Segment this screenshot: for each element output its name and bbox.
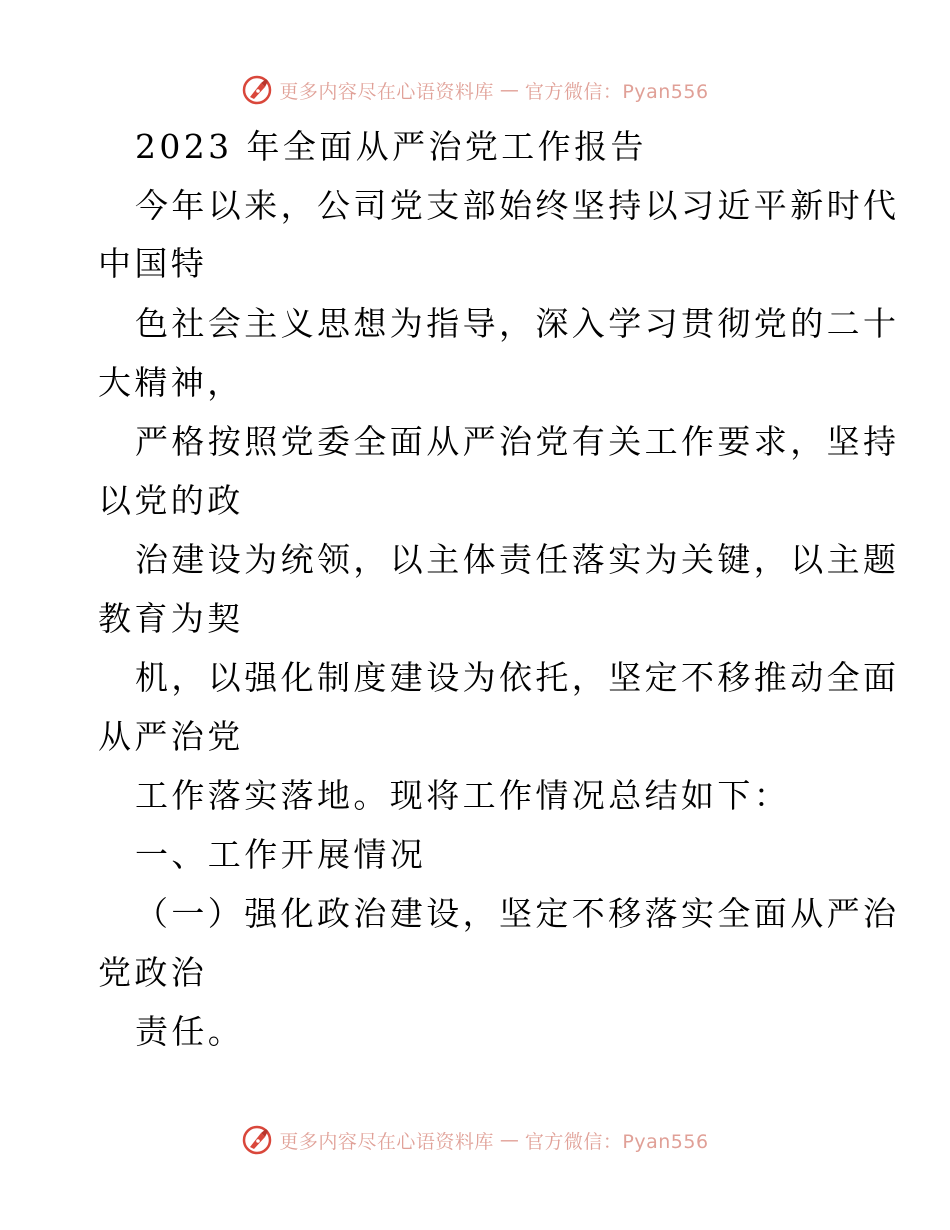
watermark-wechat: 官方微信：Pyan556: [524, 1130, 709, 1153]
watermark-header: [0, 70, 950, 110]
paragraph-line: 教育为契: [98, 599, 244, 638]
paragraph-line: 机，以强化制度建设为依托，坚定不移推动全面: [135, 658, 900, 697]
paragraph-line: 严格按照党委全面从严治党有关工作要求，坚持: [135, 422, 900, 461]
watermark-dash: —: [499, 79, 519, 101]
watermark-text: 更多内容尽在心语资料库: [279, 1130, 494, 1153]
watermark-wechat: 官方微信：Pyan556: [524, 80, 709, 103]
paragraph-line: 大精神，: [98, 363, 244, 402]
pen-nib-logo-icon: [241, 74, 273, 106]
section-heading: 一、工作开展情况: [135, 835, 427, 874]
paragraph-line: 今年以来，公司党支部始终坚持以习近平新时代: [135, 186, 900, 225]
subsection-heading: （一）强化政治建设，坚定不移落实全面从严治: [135, 894, 900, 933]
paragraph-line: 党政治: [98, 953, 208, 992]
paragraph-line: 治建设为统领，以主体责任落实为关键，以主题: [135, 540, 900, 579]
paragraph-line: 工作落实落地。现将工作情况总结如下：: [135, 776, 791, 815]
paragraph-line: 以党的政: [98, 481, 244, 520]
watermark-dash: —: [499, 1129, 519, 1151]
paragraph-line: 中国特: [98, 244, 208, 283]
paragraph-line: 从严治党: [98, 717, 244, 756]
document-title: 2023 年全面从严治党工作报告: [135, 127, 647, 166]
watermark-footer: [0, 1120, 950, 1160]
watermark-text: 更多内容尽在心语资料库: [279, 80, 494, 103]
paragraph-line: 色社会主义思想为指导，深入学习贯彻党的二十: [135, 304, 900, 343]
paragraph-line: 责任。: [135, 1012, 245, 1051]
pen-nib-logo-icon: [241, 1124, 273, 1156]
